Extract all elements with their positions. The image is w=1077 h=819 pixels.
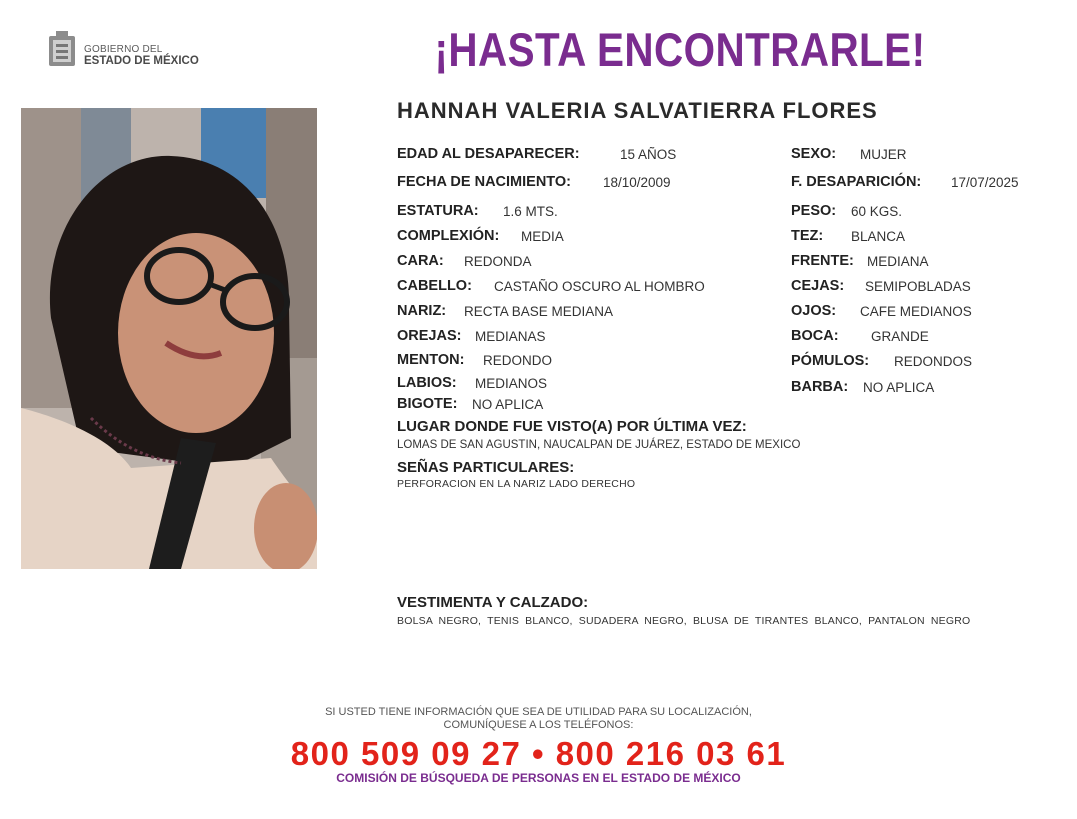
portrait-illustration [21, 108, 317, 569]
person-name: HANNAH VALERIA SALVATIERRA FLORES [397, 98, 878, 123]
field-label: OREJAS: [397, 328, 462, 344]
field-label: BIGOTE: [397, 396, 458, 412]
field-label: PÓMULOS: [791, 353, 870, 369]
marks-label: SEÑAS PARTICULARES: [397, 459, 575, 476]
commission-name: COMISIÓN DE BÚSQUEDA DE PERSONAS EN EL ESTADO DE MÉXICO [336, 771, 741, 785]
field-label: SEXO: [791, 146, 837, 162]
person-photo [21, 108, 317, 569]
field-label: BOCA: [791, 328, 839, 344]
marks-value: PERFORACION EN LA NARIZ LADO DERECHO [397, 478, 636, 490]
footer-line-1: SI USTED TIENE INFORMACIÓN QUE SEA DE UTILIDAD PARA SU LOCALIZACIÓN, [325, 706, 752, 718]
field-value: REDONDO [483, 353, 553, 368]
field-label: MENTON: [397, 352, 465, 368]
field-label: NARIZ: [397, 303, 447, 319]
field-value: SEMIPOBLADAS [865, 279, 971, 294]
field-label: COMPLEXIÓN: [397, 228, 500, 244]
field-value: REDONDOS [894, 354, 973, 369]
field-value: MEDIANA [867, 254, 929, 269]
footer-line-2: COMUNÍQUESE A LOS TELÉFONOS: [443, 719, 634, 731]
field-value: NO APLICA [472, 397, 544, 412]
field-value: MEDIANOS [475, 376, 548, 391]
field-value: 18/10/2009 [603, 175, 671, 190]
field-value: MUJER [860, 147, 907, 162]
field-value: 60 KGS. [851, 204, 903, 219]
field-label: EDAD AL DESAPARECER: [397, 146, 580, 162]
field-label: CABELLO: [397, 278, 472, 294]
field-label: PESO: [791, 203, 837, 219]
field-label: FECHA DE NACIMIENTO: [397, 174, 571, 190]
field-label: TEZ: [791, 228, 824, 244]
field-label: FRENTE: [791, 253, 854, 269]
field-value: CASTAÑO OSCURO AL HOMBRO [494, 279, 705, 294]
field-value: MEDIA [521, 229, 564, 244]
headline: ¡HASTA ENCONTRARLE! [434, 23, 926, 76]
field-label: ESTATURA: [397, 203, 479, 219]
field-value: RECTA BASE MEDIANA [464, 304, 614, 319]
phone-numbers: 800 509 09 27 • 800 216 03 61 [290, 735, 787, 772]
last-seen-value: LOMAS DE SAN AGUSTIN, NAUCALPAN DE JUÁREZ, ESTADO DE MEXICO [397, 439, 801, 451]
field-value: GRANDE [871, 329, 929, 344]
field-value: NO APLICA [863, 380, 935, 395]
logo-line-2: ESTADO DE MÉXICO [84, 55, 199, 67]
field-value: CAFE MEDIANOS [860, 304, 972, 319]
field-value: 17/07/2025 [951, 175, 1019, 190]
field-value: REDONDA [464, 254, 532, 269]
clothing-label: VESTIMENTA Y CALZADO: [397, 594, 589, 611]
field-value: 1.6 MTS. [503, 204, 558, 219]
field-label: CEJAS: [791, 278, 845, 294]
clothing-value: BOLSA NEGRO, TENIS BLANCO, SUDADERA NEGRO, BLUSA DE TIRANTES BLANCO, PANTALON NEGRO [397, 615, 971, 627]
field-label: LABIOS: [397, 375, 457, 391]
field-value: MEDIANAS [475, 329, 546, 344]
state-crest-icon [46, 30, 78, 68]
field-label: OJOS: [791, 303, 837, 319]
field-label: BARBA: [791, 379, 849, 395]
field-label: CARA: [397, 253, 444, 269]
logo-line-1: GOBIERNO DEL [84, 44, 163, 55]
field-value: 15 AÑOS [620, 147, 677, 162]
field-value: BLANCA [851, 229, 906, 244]
field-label: F. DESAPARICIÓN: [791, 174, 922, 190]
government-logo [46, 30, 216, 70]
last-seen-label: LUGAR DONDE FUE VISTO(A) POR ÚLTIMA VEZ: [397, 418, 747, 435]
